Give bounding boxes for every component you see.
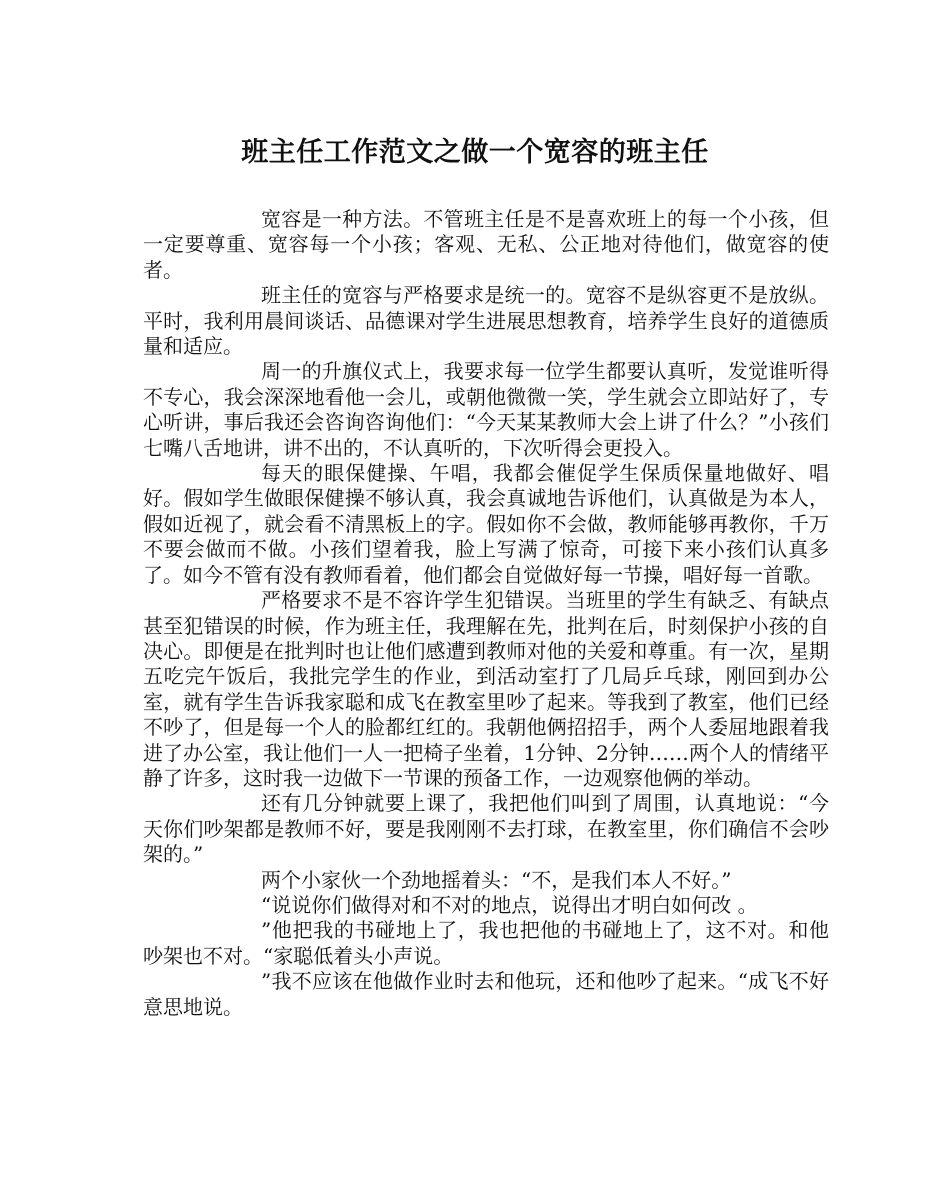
paragraph: 两个小家伙一个劲地摇着头：“不，是我们本人不好。”: [261, 867, 732, 892]
paragraph: ”他把我的书碰地上了，我也把他的书碰地上了，这不对。和他吵架也不对。“家聪低着头小声说。: [143, 918, 829, 968]
document-title: 班主任工作范文之做一个宽容的班主任: [241, 137, 709, 168]
paragraph: “说说你们做得对和不对的地点，说得出才明白如何改 。: [261, 892, 758, 917]
paragraph: 还有几分钟就要上课了，我把他们叫到了周围，认真地说：“今天你们吵架都是教师不好，要是我刚刚不去打球，在教室里，你们确信不会吵架的。”: [143, 791, 829, 867]
paragraph: 严格要求不是不容许学生犯错误。当班里的学生有缺乏、有缺点甚至犯错误的时候，作为班主任，我理解在先，批判在后，时刻保护小孩的自决心。即便是在批判时也让他们感遭到教师对他的关爱和尊重。有一次，星期五吃完午饭后，我批完学生的作业，到活动室打了几局乒乓球，刚回到办公室，就有学生告诉我家聪和成飞在教室里吵了起来。等我到了教室，他们已经不吵了，但是每一个人的脸都红红的。我朝他俩招招手，两个人委屈地跟着我进了办公室，我让他们一人一把椅子坐着，1分钟、2分钟……两个人的情绪平静了许多，这时我一边做下一节课的预备工作，一边观察他俩的举动。: [143, 588, 829, 790]
paragraph: 班主任的宽容与严格要求是统一的。宽容不是纵容更不是放纵。平时，我利用晨间谈话、品德课对学生进展思想教育，培养学生良好的道德质量和适应。: [143, 283, 829, 359]
paragraph: 宽容是一种方法。不管班主任是不是喜欢班上的每一个小孩，但一定要尊重、宽容每一个小孩；客观、无私、公正地对待他们，做宽容的使者。: [143, 207, 829, 282]
paragraph: 周一的升旗仪式上，我要求每一位学生都要认真听，发觉谁听得不专心，我会深深地看他一会儿，或朝他微微一笑，学生就会立即站好了，专心听讲，事后我还会咨询咨询他们：“今天某某教师大会上讲了什么？”小孩们七嘴八舌地讲，讲不出的，不认真听的，下次听得会更投入。: [143, 359, 829, 460]
paragraph: ”我不应该在他做作业时去和他玩，还和他吵了起来。“成飞不好意思地说。: [143, 969, 829, 1019]
paragraph: 每天的眼保健操、午唱，我都会催促学生保质保量地做好、唱好。假如学生做眼保健操不够认真，我会真诚地告诉他们，认真做是为本人，假如近视了，就会看不清黑板上的字。假如你不会做，教师能够再教你，千万不要会做而不做。小孩们望着我，脸上写满了惊奇，可接下来小孩们认真多了。如今不管有没有教师看着，他们都会自觉做好每一节操，唱好每一首歌。: [143, 461, 829, 587]
document-body: [143, 207, 829, 1020]
